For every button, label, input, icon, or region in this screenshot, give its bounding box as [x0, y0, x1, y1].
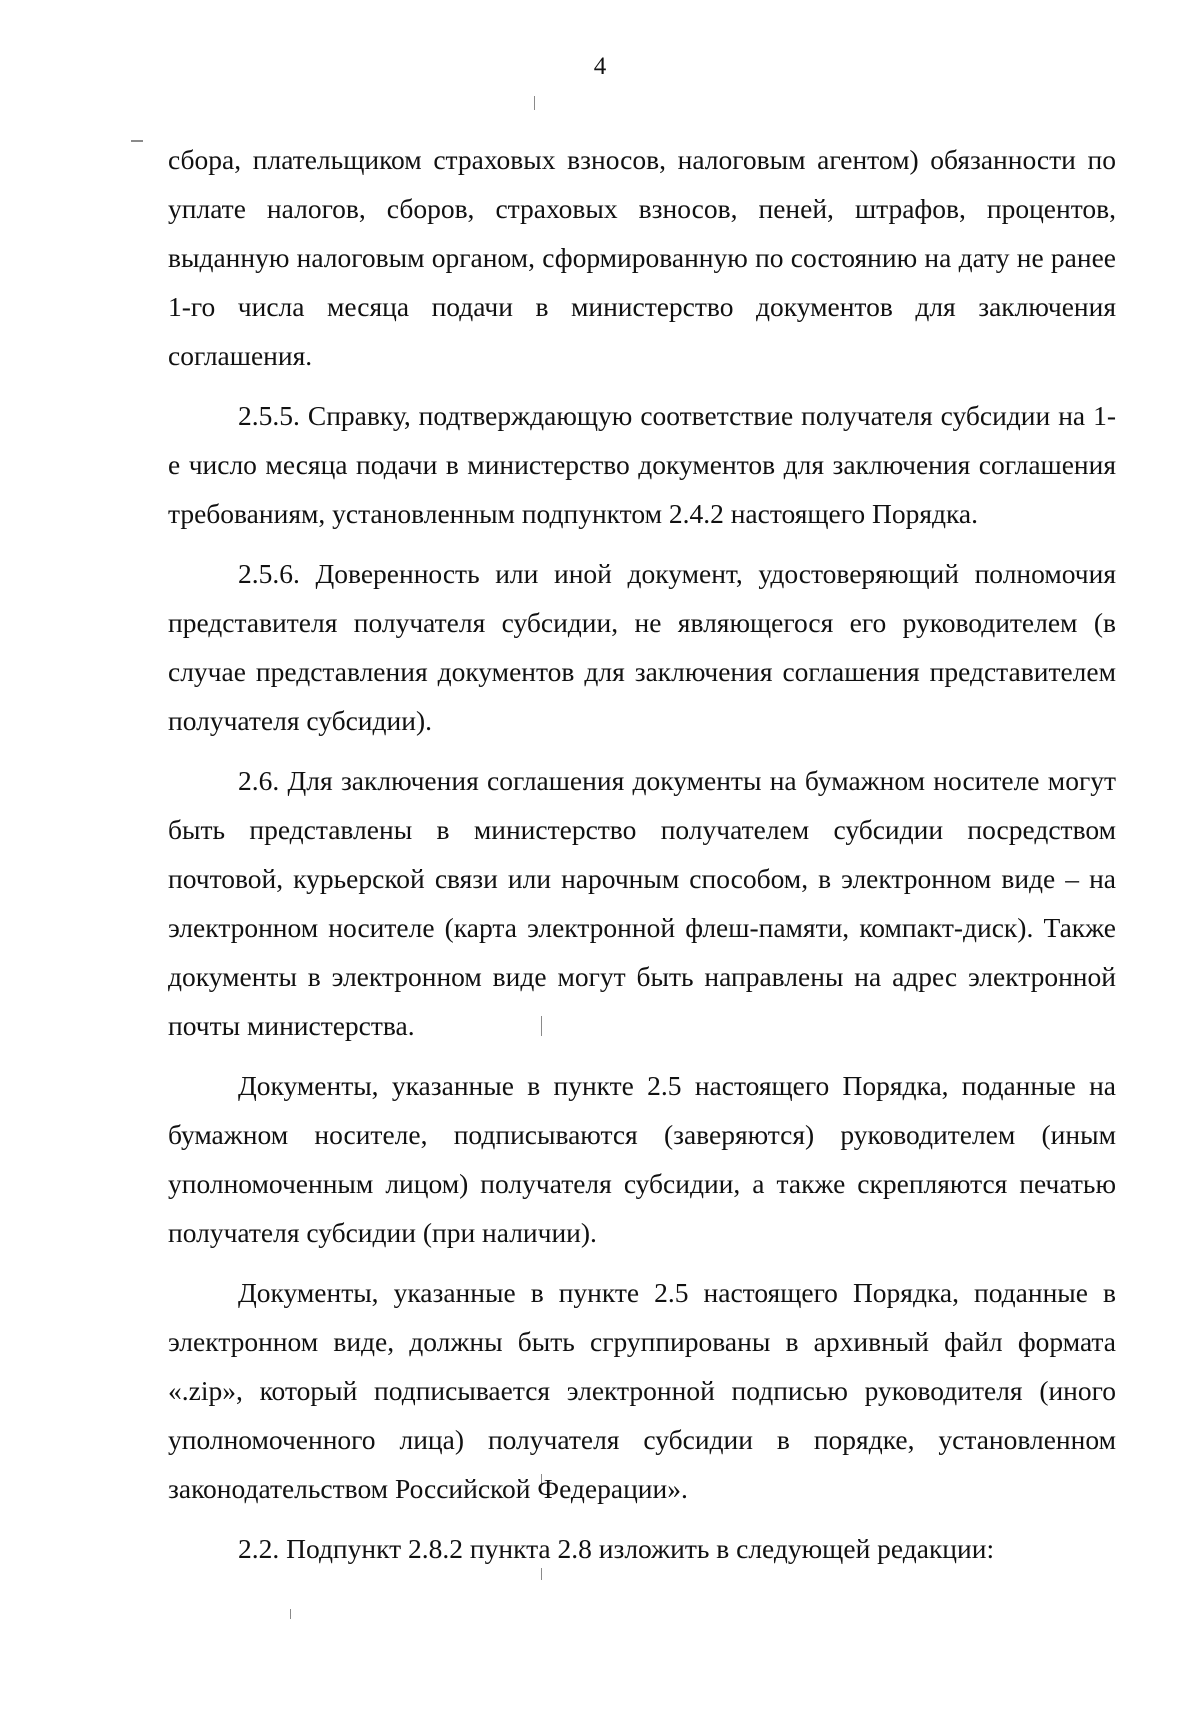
paragraph-paper-documents: Документы, указанные в пункте 2.5 настоящего Порядка, поданные на бумажном носителе, подписываются (заверяются) руководителем (иным уполномоченным лицом) получателя субсидии, а также скрепляются печатью получателя субсидии (при наличии). [168, 1070, 1116, 1248]
paragraph-2-5-6: 2.5.6. Доверенность или иной документ, удостоверяющий полномочия представителя получателя субсидии, не являющегося его руководителем (в случае представления документов для заключения соглашения представителем получателя субсидии). [168, 558, 1116, 736]
paragraph-continuation: сбора, плательщиком страховых взносов, налоговым агентом) обязанности по уплате налогов, сборов, страховых взносов, пеней, штрафов, процентов, выданную налоговым органом, сформированную по состоянию на дату не ранее 1-го числа месяца подачи в министерство документов для заключения соглашения. [168, 144, 1116, 371]
paragraph-2-6: 2.6. Для заключения соглашения документы на бумажном носителе могут быть представлены в министерство получателем субсидии посредством почтовой, курьерской связи или нарочным способом, в электронном виде – на электронном носителе (карта электронной флеш-памяти, компакт-диск). Также документы в электронном виде могут быть направлены на адрес электронной почты министерства. [168, 765, 1116, 1041]
scan-mark [290, 1609, 291, 1619]
document-body [168, 135, 1116, 1574]
paragraph-2-5-5: 2.5.5. Справку, подтверждающую соответствие получателя субсидии на 1-е число месяца подачи в министерство документов для заключения соглашения требованиям, установленным подпунктом 2.4.2 настоящего Порядка. [168, 400, 1116, 529]
paragraph-amendment-2-2: 2.2. Подпункт 2.8.2 пункта 2.8 изложить в следующей редакции: [238, 1533, 995, 1564]
scan-mark [534, 96, 535, 110]
scan-mark [131, 140, 143, 142]
paragraph-electronic-documents: Документы, указанные в пункте 2.5 настоящего Порядка, поданные в электронном виде, должны быть сгруппированы в архивный файл формата «.zip», который подписывается электронной подписью руководителя (иного уполномоченного лица) получателя субсидии в порядке, установленном законодательством Российской Федерации». [168, 1277, 1116, 1504]
page-number: 4 [593, 53, 607, 80]
